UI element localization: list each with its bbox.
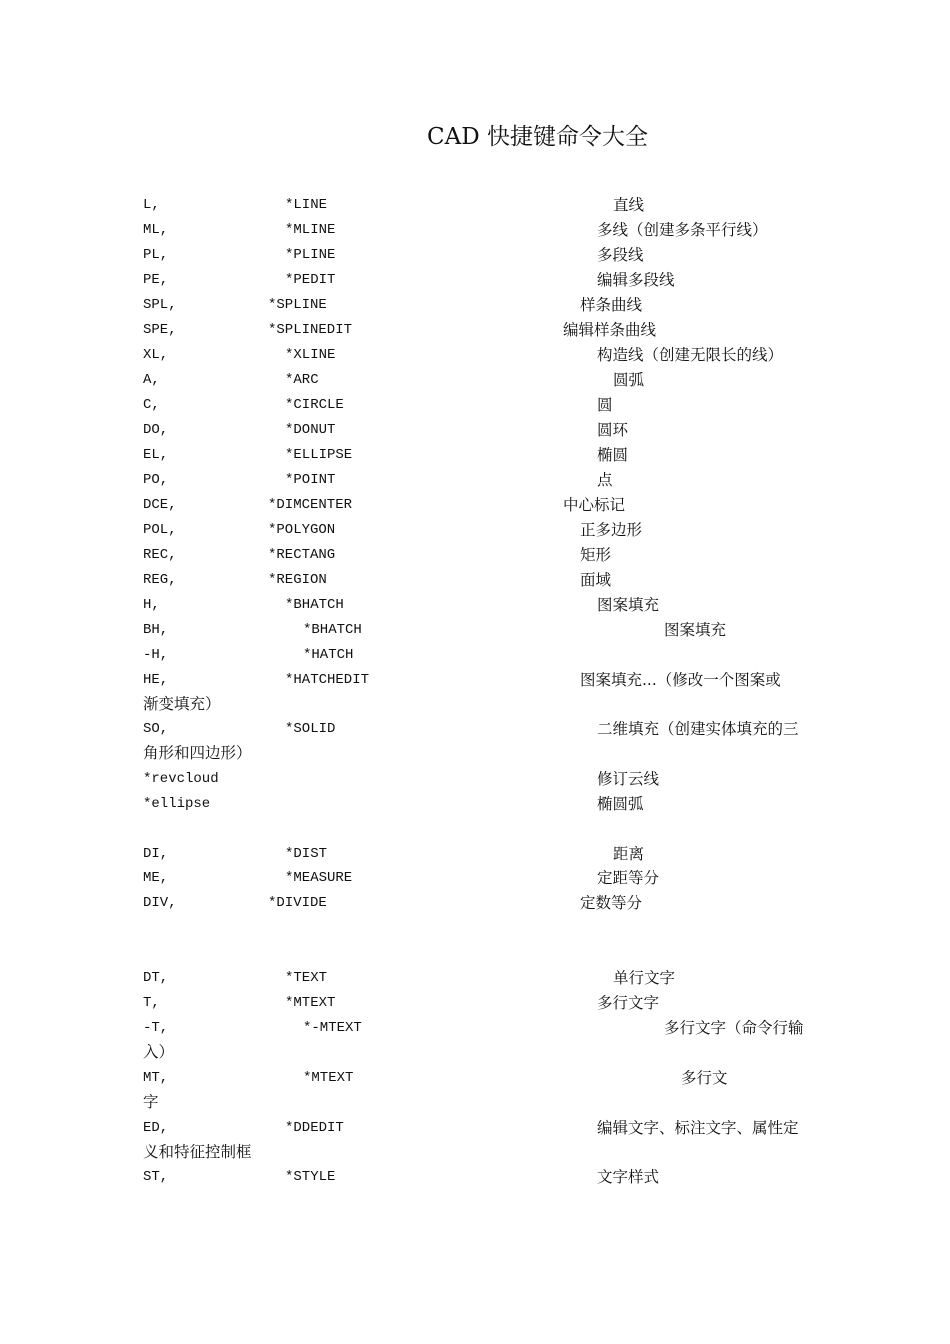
shortcut-alias: DCE, (143, 497, 177, 513)
shortcut-row (0, 866, 950, 891)
shortcut-row (0, 1040, 950, 1065)
shortcut-alias: *revcloud (143, 771, 219, 787)
shortcut-row (0, 767, 950, 792)
shortcut-alias: ML, (143, 222, 169, 238)
shortcut-alias: DI, (143, 846, 169, 862)
shortcut-row (0, 293, 950, 318)
command-name: *MEASURE (285, 870, 353, 886)
command-name: *REGION (268, 572, 327, 588)
shortcut-row (0, 243, 950, 268)
command-description: 文字样式 (597, 1168, 660, 1186)
shortcut-row (0, 468, 950, 493)
shortcut-alias: T, (143, 995, 160, 1011)
shortcut-row (0, 318, 950, 343)
shortcut-alias: *ellipse (143, 796, 211, 812)
shortcut-row (0, 1140, 950, 1165)
command-name: *DDEDIT (285, 1120, 344, 1136)
command-description: 正多边形 (580, 521, 643, 539)
shortcut-alias: REC, (143, 547, 177, 563)
shortcut-row (0, 218, 950, 243)
command-description: 椭圆弧 (597, 795, 644, 813)
shortcut-alias: PO, (143, 472, 169, 488)
shortcut-row (0, 518, 950, 543)
command-description: 编辑文字、标注文字、属性定 (597, 1119, 799, 1137)
command-name: *SPLINE (268, 297, 327, 313)
shortcut-alias: PL, (143, 247, 169, 263)
shortcut-row (0, 593, 950, 618)
shortcut-alias: XL, (143, 347, 169, 363)
command-name: *BHATCH (285, 597, 344, 613)
shortcut-alias: H, (143, 597, 160, 613)
command-name: *PEDIT (285, 272, 336, 288)
command-description: 单行文字 (613, 969, 676, 987)
command-name: *MTEXT (303, 1070, 354, 1086)
shortcut-row (0, 1090, 950, 1115)
command-name: *HATCH (303, 647, 354, 663)
shortcut-row (0, 268, 950, 293)
shortcut-alias: BH, (143, 622, 169, 638)
shortcut-alias: 入） (143, 1043, 175, 1061)
shortcut-alias: SPL, (143, 297, 177, 313)
command-name: *DIST (285, 846, 328, 862)
shortcut-alias: -H, (143, 647, 169, 663)
command-description: 圆 (597, 396, 613, 414)
shortcut-alias: 渐变填充） (143, 695, 221, 713)
command-description: 定距等分 (597, 869, 660, 887)
shortcut-row (0, 443, 950, 468)
shortcut-row (0, 842, 950, 867)
shortcut-alias: A, (143, 372, 160, 388)
shortcut-row (0, 193, 950, 218)
command-description: 多行文字（命令行输 (664, 1019, 804, 1037)
command-description: 多线（创建多条平行线） (597, 221, 768, 239)
shortcut-row (0, 1165, 950, 1190)
command-description: 椭圆 (597, 446, 629, 464)
command-name: *CIRCLE (285, 397, 344, 413)
shortcut-alias: EL, (143, 447, 169, 463)
command-name: *TEXT (285, 970, 328, 986)
command-name: *BHATCH (303, 622, 362, 638)
shortcut-row (0, 1116, 950, 1141)
command-name: *ARC (285, 372, 319, 388)
command-description: 中心标记 (563, 496, 626, 514)
shortcut-alias: 义和特征控制框 (143, 1143, 252, 1161)
command-description: 定数等分 (580, 894, 643, 912)
shortcut-row (0, 792, 950, 817)
shortcut-alias: REG, (143, 572, 177, 588)
shortcut-row (0, 1066, 950, 1091)
shortcut-row (0, 543, 950, 568)
shortcut-alias: ST, (143, 1169, 169, 1185)
command-name: *DIVIDE (268, 895, 327, 911)
command-description: 直线 (613, 196, 645, 214)
shortcut-row (0, 418, 950, 443)
shortcut-row (0, 368, 950, 393)
command-name: *SOLID (285, 721, 336, 737)
command-name: *-MTEXT (303, 1020, 362, 1036)
command-description: 图案填充 (597, 596, 660, 614)
shortcut-row (0, 343, 950, 368)
shortcut-row (0, 493, 950, 518)
command-name: *LINE (285, 197, 328, 213)
shortcut-row (0, 741, 950, 766)
shortcut-row (0, 668, 950, 693)
shortcut-row (0, 643, 950, 668)
shortcut-alias: DT, (143, 970, 169, 986)
shortcut-row (0, 891, 950, 916)
shortcut-row (0, 991, 950, 1016)
command-name: *POINT (285, 472, 336, 488)
command-description: 二维填充（创建实体填充的三 (597, 720, 799, 738)
command-name: *MLINE (285, 222, 336, 238)
command-description: 点 (597, 471, 613, 489)
shortcut-row (0, 618, 950, 643)
shortcut-alias: DIV, (143, 895, 177, 911)
shortcut-row (0, 692, 950, 717)
command-description: 圆环 (597, 421, 629, 439)
shortcut-alias: ME, (143, 870, 169, 886)
command-name: *MTEXT (285, 995, 336, 1011)
command-description: 多行文 (681, 1069, 728, 1087)
command-name: *DIMCENTER (268, 497, 353, 513)
command-name: *SPLINEDIT (268, 322, 353, 338)
shortcut-alias: L, (143, 197, 160, 213)
command-name: *RECTANG (268, 547, 336, 563)
command-name: *HATCHEDIT (285, 672, 370, 688)
shortcut-alias: PE, (143, 272, 169, 288)
shortcut-alias: MT, (143, 1070, 169, 1086)
command-description: 圆弧 (613, 371, 645, 389)
shortcut-alias: SPE, (143, 322, 177, 338)
command-description: 多行文字 (597, 994, 660, 1012)
command-description: 多段线 (597, 246, 644, 264)
command-description: 矩形 (580, 546, 612, 564)
shortcut-row (0, 966, 950, 991)
command-name: *ELLIPSE (285, 447, 353, 463)
shortcut-alias: SO, (143, 721, 169, 737)
command-name: *DONUT (285, 422, 336, 438)
command-name: *POLYGON (268, 522, 336, 538)
shortcut-alias: DO, (143, 422, 169, 438)
document-title: CAD 快捷键命令大全 (427, 124, 648, 150)
command-description: 面域 (580, 571, 612, 589)
command-description: 图案填充...（修改一个图案或 (580, 671, 781, 689)
shortcut-alias: 角形和四边形） (143, 744, 252, 762)
command-name: *PLINE (285, 247, 336, 263)
shortcut-alias: -T, (143, 1020, 169, 1036)
shortcut-alias: C, (143, 397, 160, 413)
shortcut-row (0, 393, 950, 418)
shortcut-alias: HE, (143, 672, 169, 688)
command-name: *STYLE (285, 1169, 336, 1185)
command-description: 图案填充 (664, 621, 727, 639)
shortcut-row (0, 568, 950, 593)
shortcut-row (0, 1016, 950, 1041)
command-description: 样条曲线 (580, 296, 643, 314)
command-description: 构造线（创建无限长的线） (597, 346, 784, 364)
command-description: 编辑多段线 (597, 271, 675, 289)
shortcut-row (0, 717, 950, 742)
shortcut-alias: ED, (143, 1120, 169, 1136)
command-description: 距离 (613, 845, 645, 863)
shortcut-alias: 字 (143, 1093, 159, 1111)
shortcut-alias: POL, (143, 522, 177, 538)
command-name: *XLINE (285, 347, 336, 363)
command-description: 编辑样条曲线 (563, 321, 657, 339)
command-description: 修订云线 (597, 770, 660, 788)
